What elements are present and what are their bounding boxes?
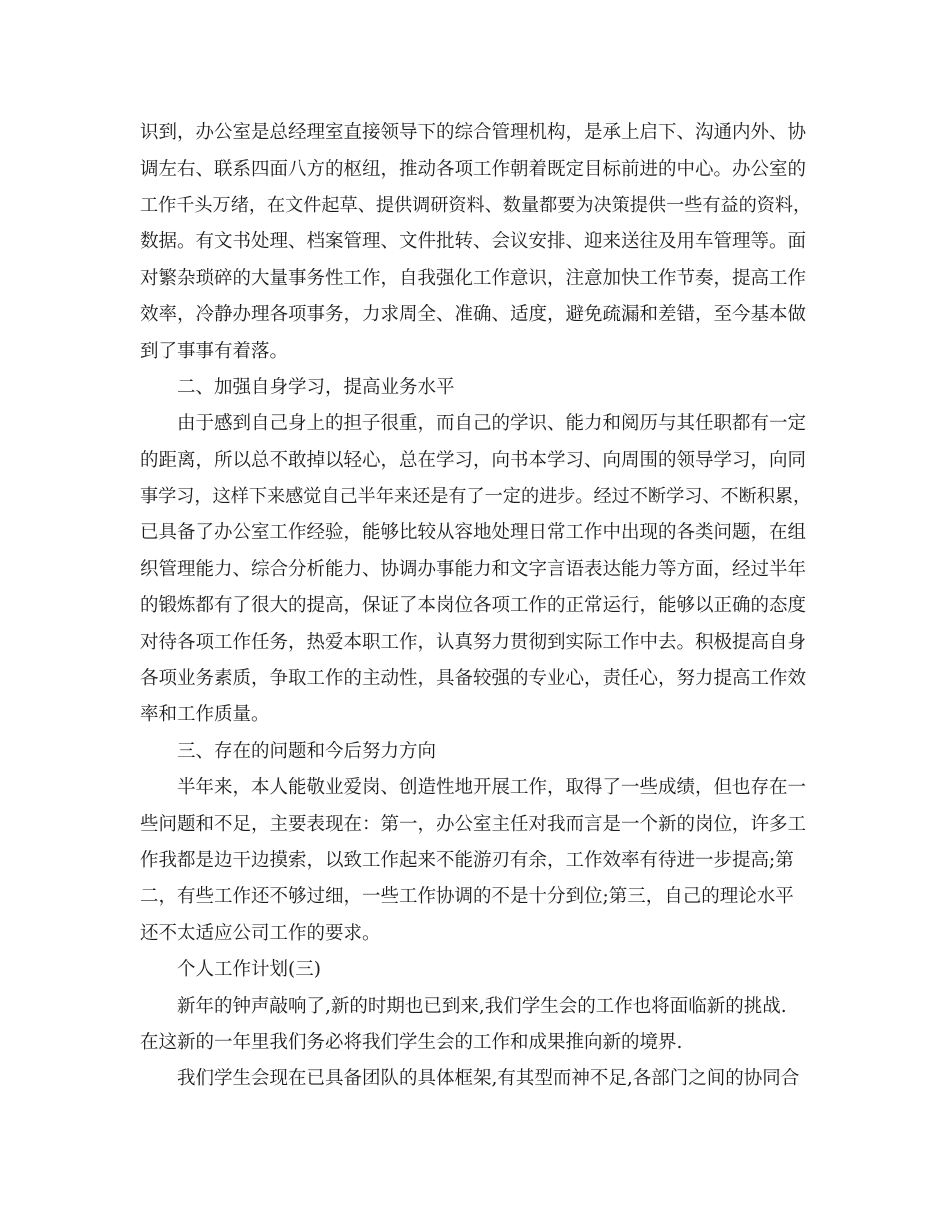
text-line: 对待各项工作任务，热爱本职工作，认真努力贯彻到实际工作中去。积极提高自身 — [140, 632, 807, 653]
text-line: 在这新的一年里我们务必将我们学生会的工作和成果推向新的境界. — [140, 1032, 683, 1053]
section-heading: 三、存在的问题和今后努力方向 — [177, 741, 437, 762]
text-line: 对繁杂琐碎的大量事务性工作，自我强化工作意识，注意加快工作节奏，提高工作 — [140, 268, 807, 289]
text-line: 工作千头万绪，在文件起草、提供调研资料、数量都要为决策提供一些有益的资料， — [140, 195, 812, 216]
text-line: 我们学生会现在已具备团队的具体框架,有其型而神不足,各部门之间的协同合 — [177, 1068, 800, 1089]
text-line: 率和工作质量。 — [140, 704, 270, 725]
text-line: 作我都是边干边摸索，以致工作起来不能游刃有余，工作效率有待进一步提高;第 — [140, 850, 794, 871]
text-line: 的锻炼都有了很大的提高，保证了本岗位各项工作的正常运行，能够以正确的态度 — [140, 595, 807, 616]
text-line: 到了事事有着落。 — [140, 341, 289, 362]
text-line: 效率，冷静办理各项事务，力求周全、准确、适度，避免疏漏和差错，至今基本做 — [140, 304, 807, 325]
text-line: 些问题和不足，主要表现在：第一，办公室主任对我而言是一个新的岗位，许多工 — [140, 814, 807, 835]
text-line: 的距离，所以总不敢掉以轻心，总在学习，向书本学习、向周围的领导学习，向同 — [140, 450, 807, 471]
text-line: 织管理能力、综合分析能力、协调办事能力和文字言语表达能力等方面，经过半年 — [140, 559, 807, 580]
text-line: 还不太适应公司工作的要求。 — [140, 923, 381, 944]
text-line: 二，有些工作还不够过细，一些工作协调的不是十分到位;第三，自己的理论水平 — [140, 886, 794, 907]
text-line: 数据。有文书处理、档案管理、文件批转、会议安排、迎来送往及用车管理等。面 — [140, 231, 807, 252]
text-line: 调左右、联系四面八方的枢纽，推动各项工作朝着既定目标前进的中心。办公室的 — [140, 159, 807, 180]
section-heading: 个人工作计划(三) — [177, 959, 321, 980]
text-line: 各项业务素质，争取工作的主动性，具备较强的专业心，责任心，努力提高工作效 — [140, 668, 807, 689]
text-line: 新年的钟声敲响了,新的时期也已到来,我们学生会的工作也将面临新的挑战. — [177, 996, 787, 1017]
text-line: 事学习，这样下来感觉自己半年来还是有了一定的进步。经过不断学习、不断积累， — [140, 486, 812, 507]
text-line: 识到，办公室是总经理室直接领导下的综合管理机构，是承上启下、沟通内外、协 — [140, 122, 807, 143]
text-line: 已具备了办公室工作经验，能够比较从容地处理日常工作中出现的各类问题，在组 — [140, 522, 807, 543]
text-line: 半年来，本人能敬业爱岗、创造性地开展工作，取得了一些成绩，但也存在一 — [177, 777, 807, 798]
section-heading: 二、加强自身学习，提高业务水平 — [177, 377, 455, 398]
text-line: 由于感到自己身上的担子很重，而自己的学识、能力和阅历与其任职都有一定 — [177, 413, 807, 434]
